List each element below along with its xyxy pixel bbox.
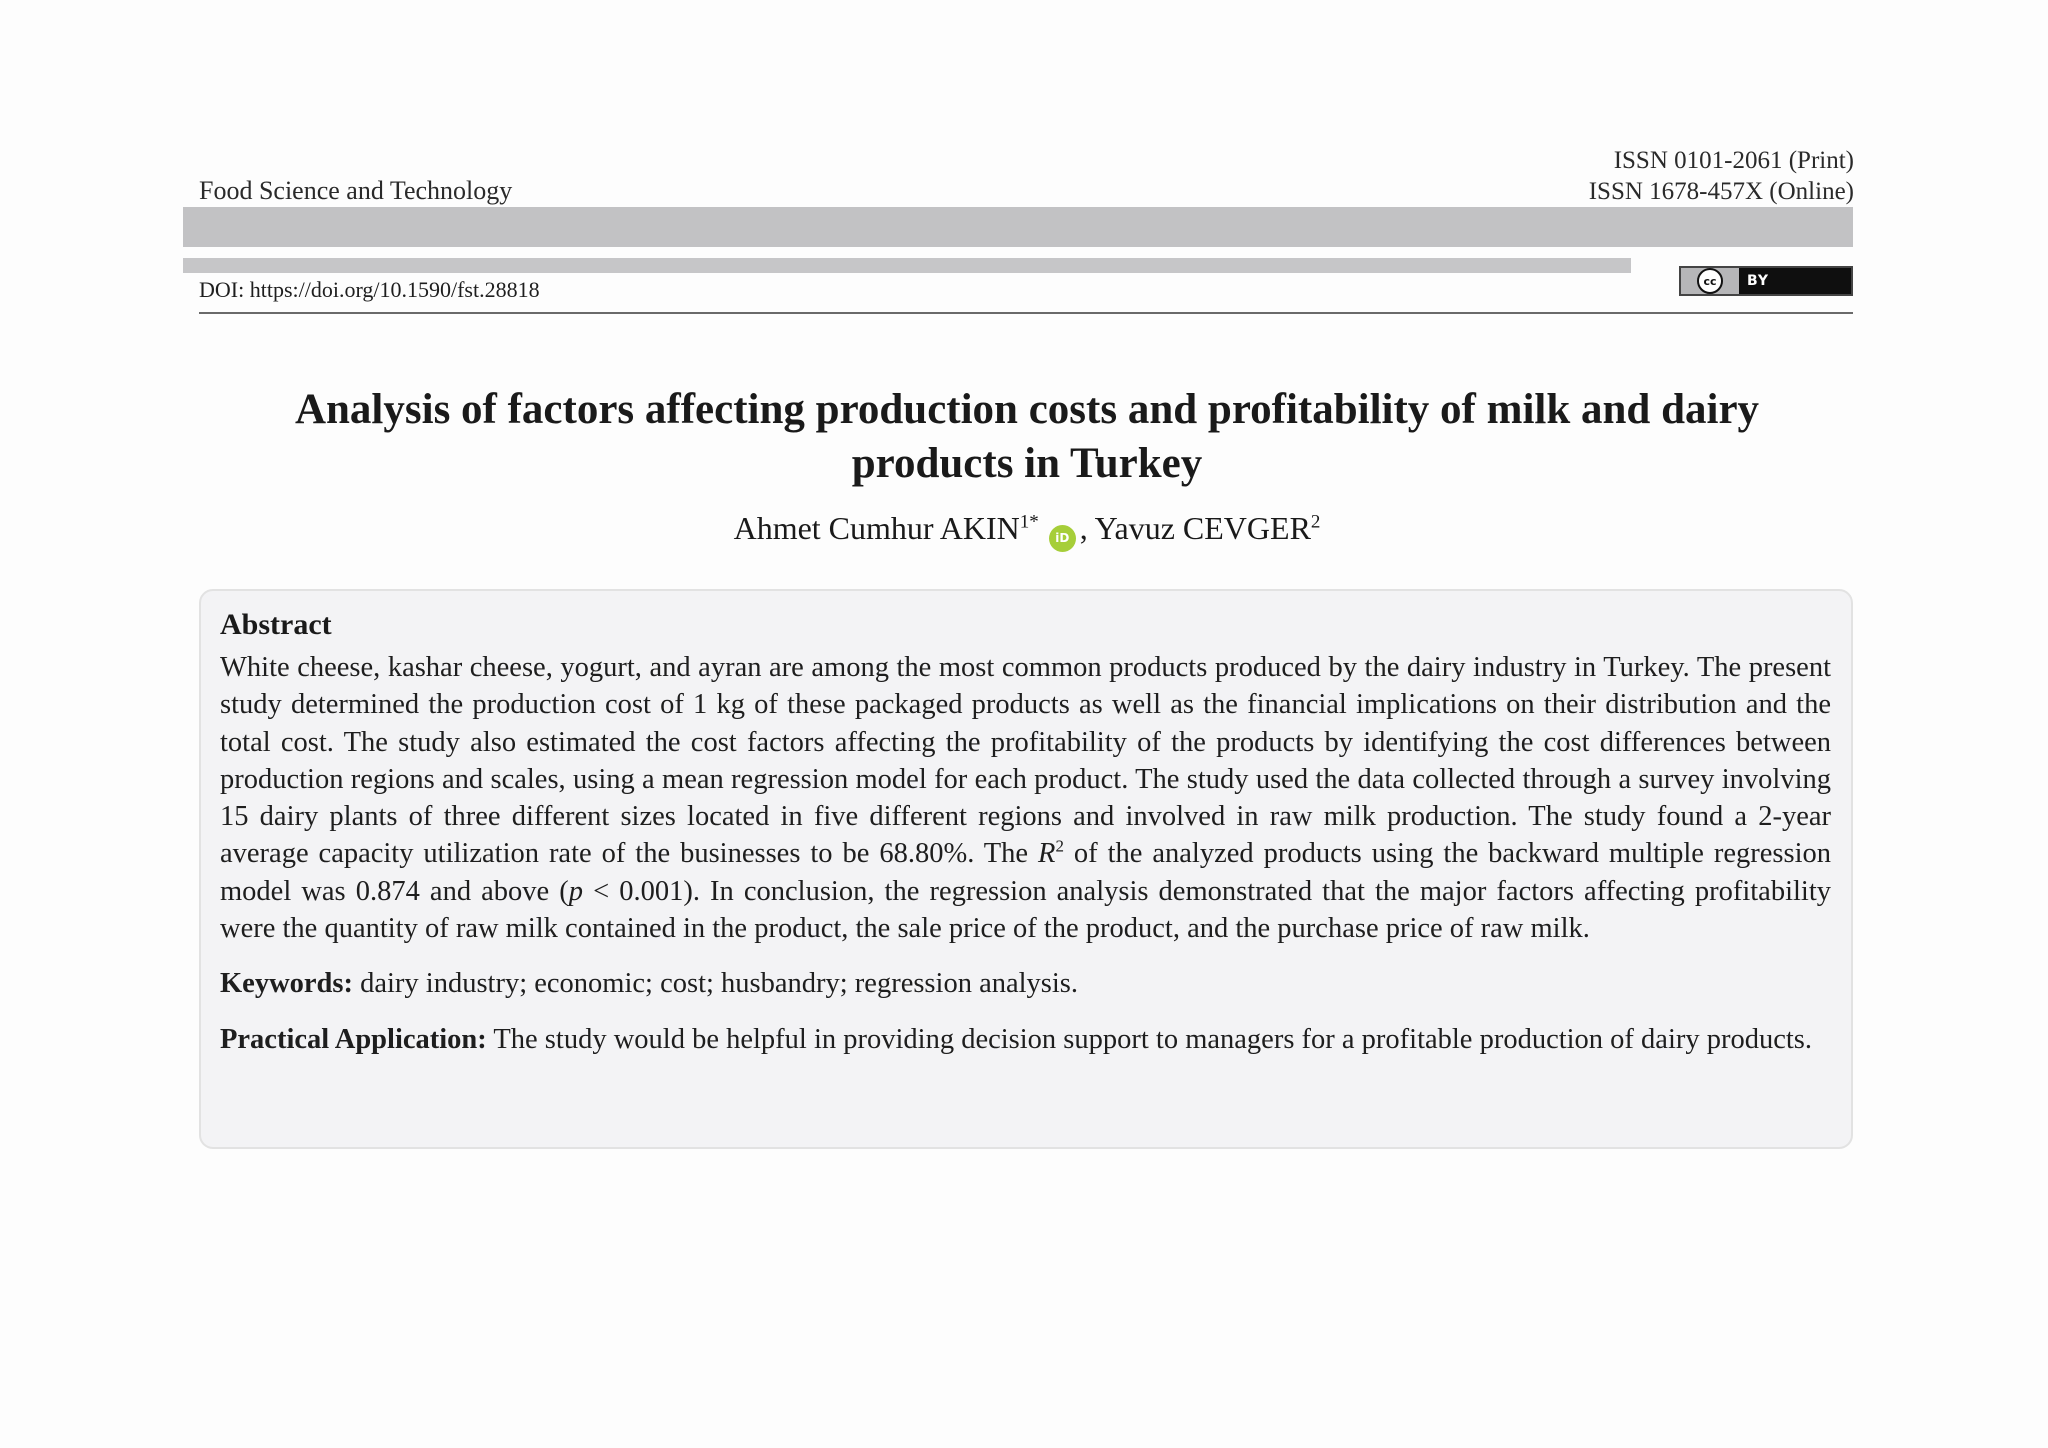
cc-symbol: cc bbox=[1697, 268, 1723, 294]
practical-application bbox=[220, 1021, 1831, 1058]
practical-application-text: The study would be helpful in providing decision support to managers for a profitable production of dairy products. bbox=[486, 1023, 1813, 1055]
journal-name: Food Science and Technology bbox=[199, 176, 513, 205]
author-affiliation: 2 bbox=[1310, 511, 1321, 533]
author-name: Yavuz CEVGER bbox=[1094, 510, 1311, 546]
cc-by-license-badge[interactable] bbox=[1679, 266, 1853, 296]
cc-by-label: BY bbox=[1747, 273, 1770, 289]
author-separator: , bbox=[1079, 510, 1095, 546]
practical-application-label: Practical Application: bbox=[220, 1023, 487, 1055]
creative-commons-icon bbox=[1681, 268, 1739, 294]
keywords-label: Keywords: bbox=[220, 968, 353, 1000]
issn-block bbox=[1589, 145, 1854, 207]
doi-link[interactable]: DOI: https://doi.org/10.1590/fst.28818 bbox=[199, 277, 540, 302]
keywords-text: dairy industry; economic; cost; husbandry; regression analysis. bbox=[352, 968, 1079, 1000]
header-bar bbox=[183, 207, 1853, 247]
issn-online: ISSN 1678-457X (Online) bbox=[1588, 178, 1854, 205]
author-affiliation: 1* bbox=[1019, 511, 1039, 533]
abstract-heading: Abstract bbox=[220, 608, 332, 641]
author-list bbox=[230, 508, 1824, 552]
author-name: Ahmet Cumhur AKIN bbox=[733, 510, 1020, 546]
header-subbar bbox=[183, 258, 1631, 273]
orcid-icon[interactable]: iD bbox=[1049, 525, 1076, 552]
article-title: Analysis of factors affecting production costs and profitability of milk and dairy products in Turkey bbox=[294, 386, 1760, 487]
header-divider bbox=[199, 312, 1853, 314]
abstract-box bbox=[199, 589, 1853, 1149]
r-squared-symbol: R bbox=[1038, 838, 1056, 870]
abstract-text: White cheese, kashar cheese, yogurt, and ayran are among the most common products produced by the dairy industry in Turkey. The present study determined the production cost of 1 kg of these packaged products as well as the financial implications on their distribution and the total cost. The study also estimated the cost factors affecting the profitability of the products by identifying the cost differences between production regions and scales, using a mean regression model for each product. The study used the data collected through a survey involving 15 dairy plants of three different sizes located in five different regions and involved in raw milk production. The study found a 2-year average capacity utilization rate of the businesses to be 68.80%. The $R^2$ of the analyzed products using the backward multiple regression model was 0.874 and above (p < 0.001). In conclusion, the regression analysis demonstrated that the major factors affecting profitability were the quantity of raw milk contained in the product, the sale price of the product, and the purchase price of raw milk. bbox=[220, 652, 1832, 945]
p-value-symbol: p bbox=[568, 875, 584, 907]
issn-print: ISSN 0101-2061 (Print) bbox=[1613, 147, 1854, 174]
keywords bbox=[220, 965, 1831, 1002]
